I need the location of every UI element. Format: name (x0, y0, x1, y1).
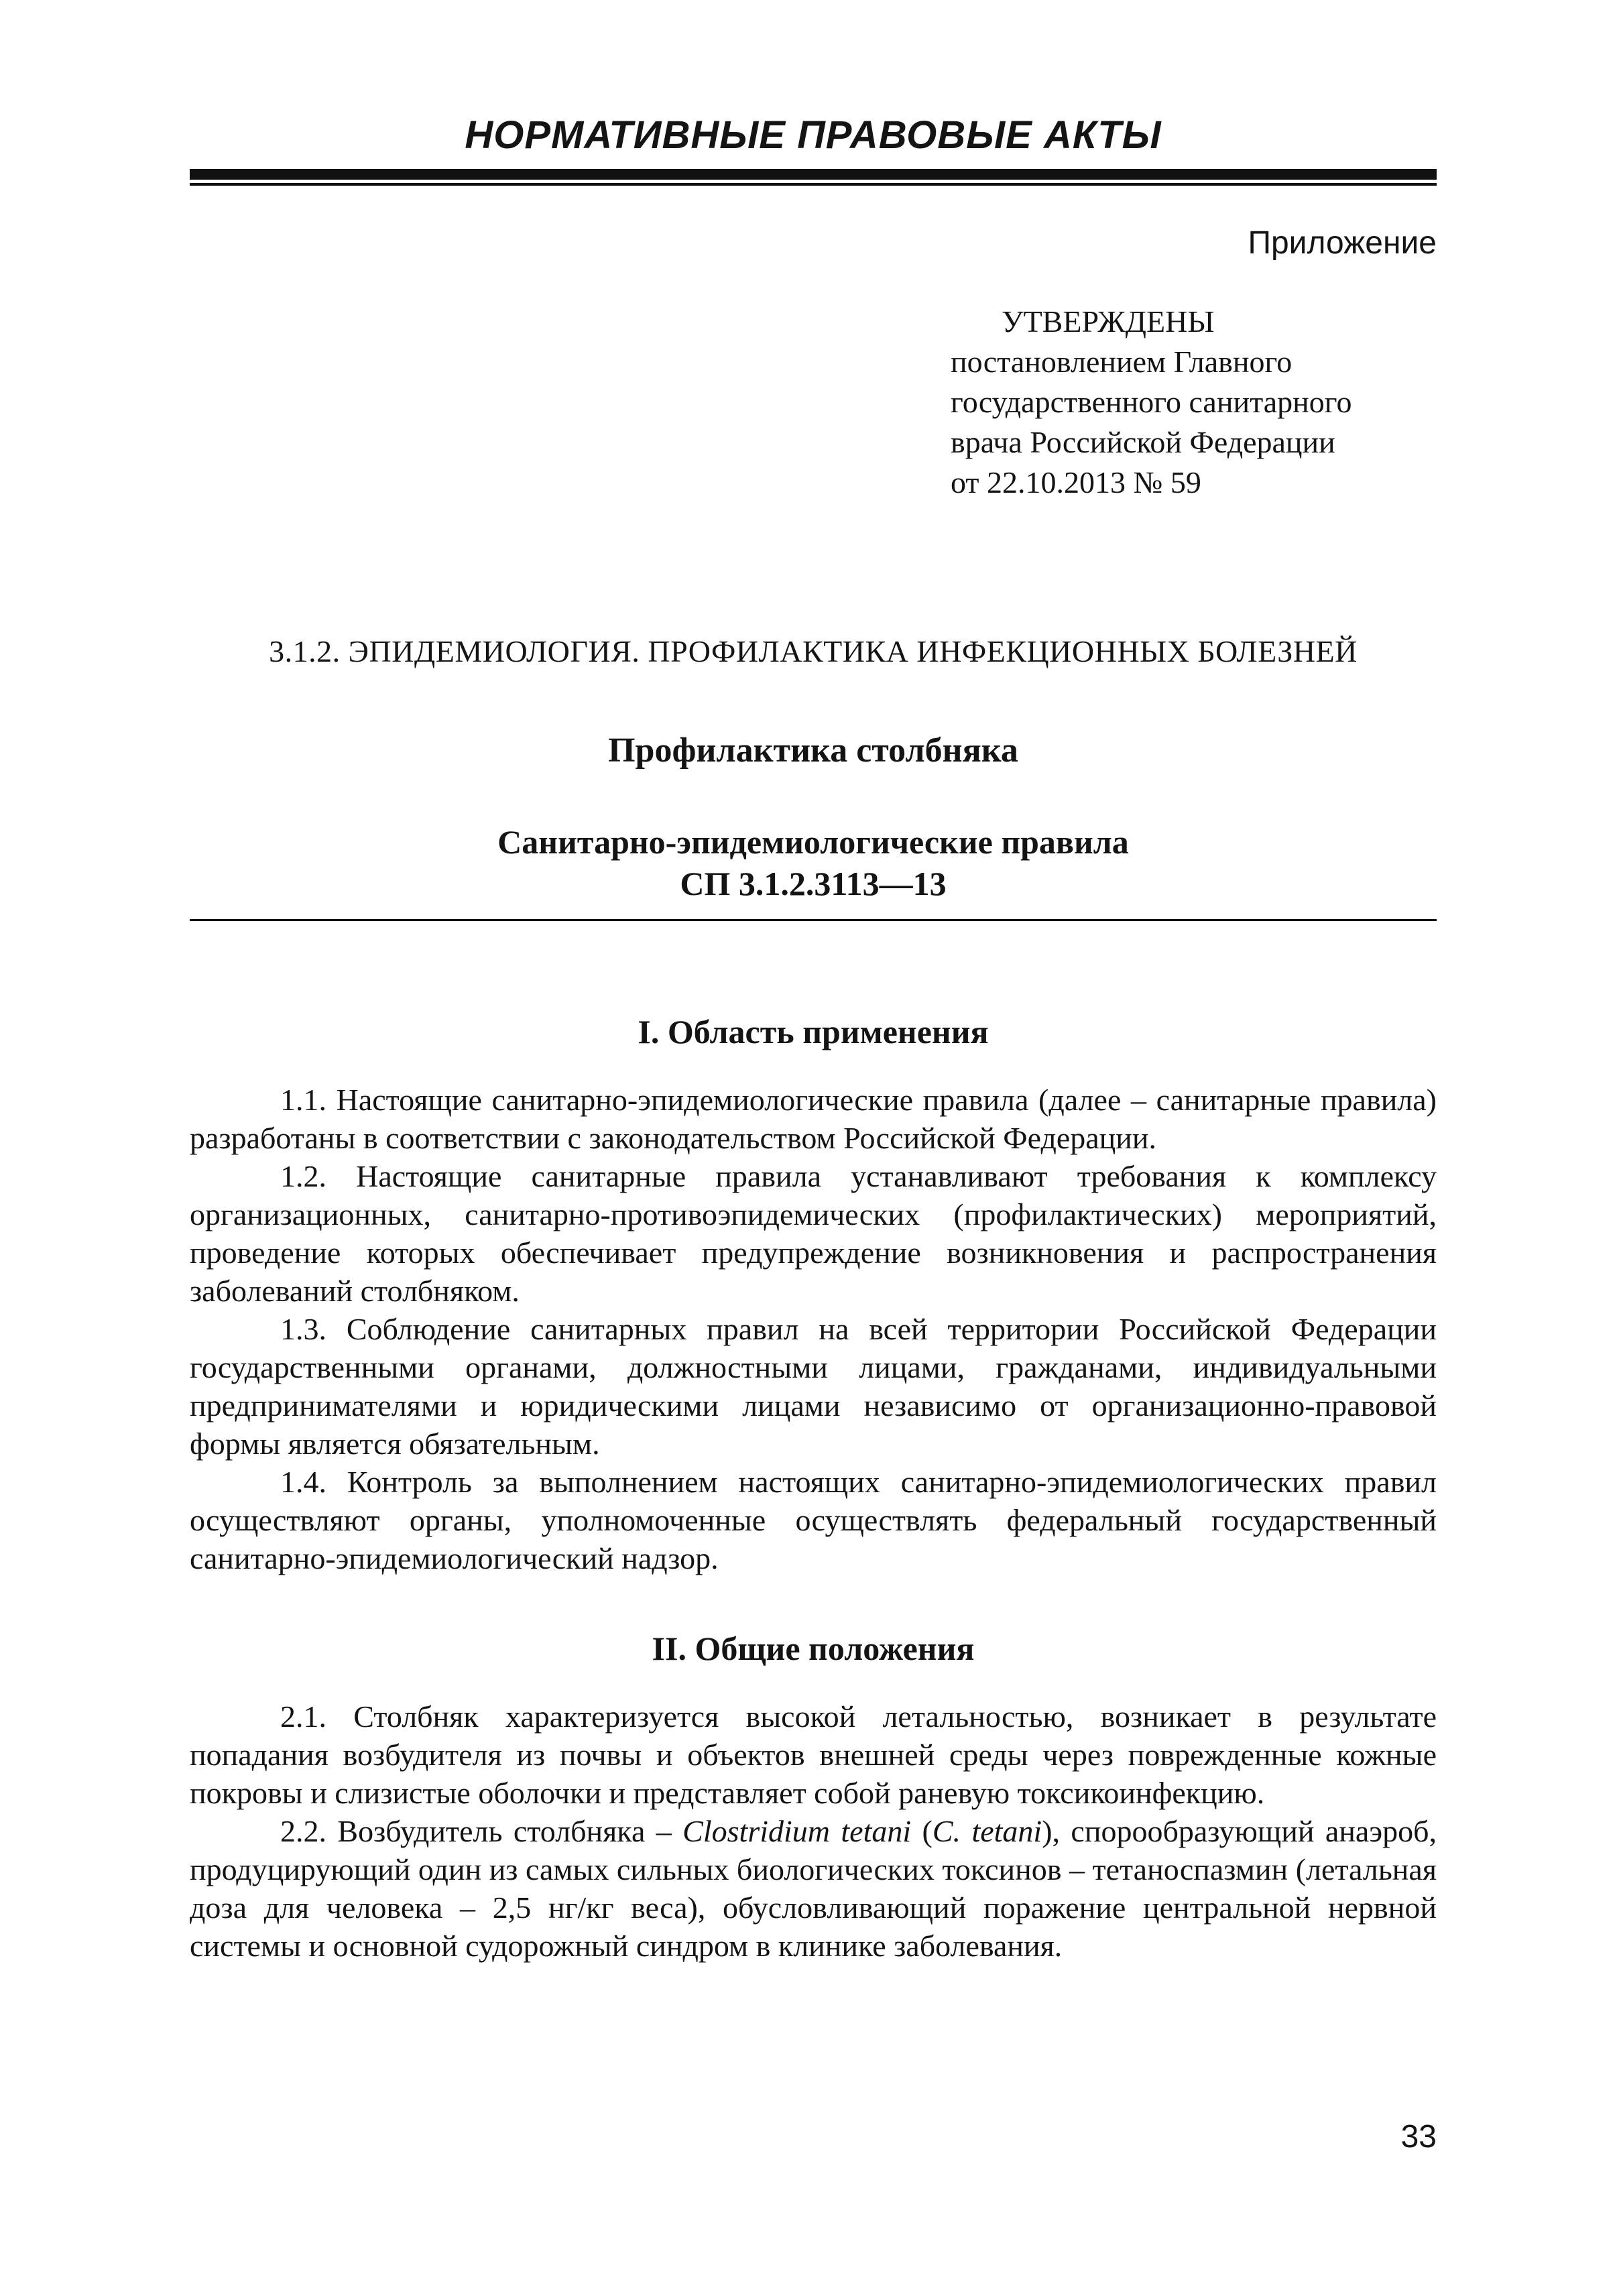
paragraph (190, 1812, 1437, 1965)
appendix-label: Приложение (1248, 225, 1437, 261)
section-2-body (190, 1697, 1437, 1965)
section-1-body (190, 1081, 1437, 1577)
document-title: Профилактика столбняка (608, 731, 1018, 770)
section-heading-1: I. Область применения (638, 1013, 989, 1050)
document-subtitle (190, 821, 1437, 904)
approval-line: от 22.10.2013 № 59 (951, 465, 1201, 499)
subtitle-code: СП 3.1.2.3113—13 (680, 865, 947, 902)
species-abbrev: C. tetani (932, 1814, 1042, 1848)
species-name: Clostridium tetani (682, 1814, 912, 1848)
paragraph: 1.1. Настоящие санитарно-эпидемиологические правила (далее – санитарные правила) разработаны в соответствии с законодательством Российской Федерации. (190, 1083, 1437, 1155)
approval-line: врача Российской Федерации (951, 425, 1335, 459)
approval-line: постановлением Главного (951, 345, 1293, 379)
paragraph: 1.2. Настоящие санитарные правила устанавливают требования к комплексу организационных, санитарно-противоэпидемических (профилактических) мероприятий, проведение которых обеспечивает предупреждение возникновения и распространения заболеваний столбняком. (190, 1159, 1437, 1308)
text-run: 2.2. Возбудитель столбняка – (280, 1814, 683, 1848)
section-code: 3.1.2. ЭПИДЕМИОЛОГИЯ. ПРОФИЛАКТИКА ИНФЕКЦИОННЫХ БОЛЕЗНЕЙ (269, 634, 1358, 668)
text-run: ), спорообразующий анаэроб, продуцирующий один из самых сильных биологических токсинов – тетаноспазмин (летальная доза для человека – 2,5 нг/кг веса), обусловливающий поражение центральной нервной системы и основной судорожный синдром в клинике заболевания. (190, 1814, 1437, 1963)
header-rule-thick (190, 169, 1437, 180)
running-header: НОРМАТИВНЫЕ ПРАВОВЫЕ АКТЫ (465, 113, 1162, 157)
paragraph: 1.4. Контроль за выполнением настоящих санитарно-эпидемиологических правил осуществляют органы, уполномоченные осуществлять федеральный государственный санитарно-эпидемиологический надзор. (190, 1465, 1437, 1575)
approval-line: государственного санитарного (951, 385, 1352, 419)
approval-line: УТВЕРЖДЕНЫ (1002, 304, 1215, 339)
paragraph: 2.1. Столбняк характеризуется высокой летальностью, возникает в результате попадания возбудителя из почвы и объектов внешней среды через поврежденные кожные покровы и слизистые оболочки и представляет собой раневую токсикоинфекцию. (190, 1699, 1437, 1810)
text-run: ( (911, 1814, 933, 1848)
paragraph: 1.3. Соблюдение санитарных правил на всей территории Российской Федерации государственными органами, должностными лицами, гражданами, индивидуальными предпринимателями и юридическими лицами независимо от организационно-правовой формы является обязательным. (190, 1312, 1437, 1461)
page-number: 33 (1400, 2119, 1437, 2155)
section-heading-2: II. Общие положения (652, 1630, 975, 1667)
subtitle-line: Санитарно-эпидемиологические правила (497, 823, 1129, 861)
approval-block (951, 302, 1437, 503)
title-rule (190, 919, 1437, 921)
header-rule-thin (190, 183, 1437, 186)
